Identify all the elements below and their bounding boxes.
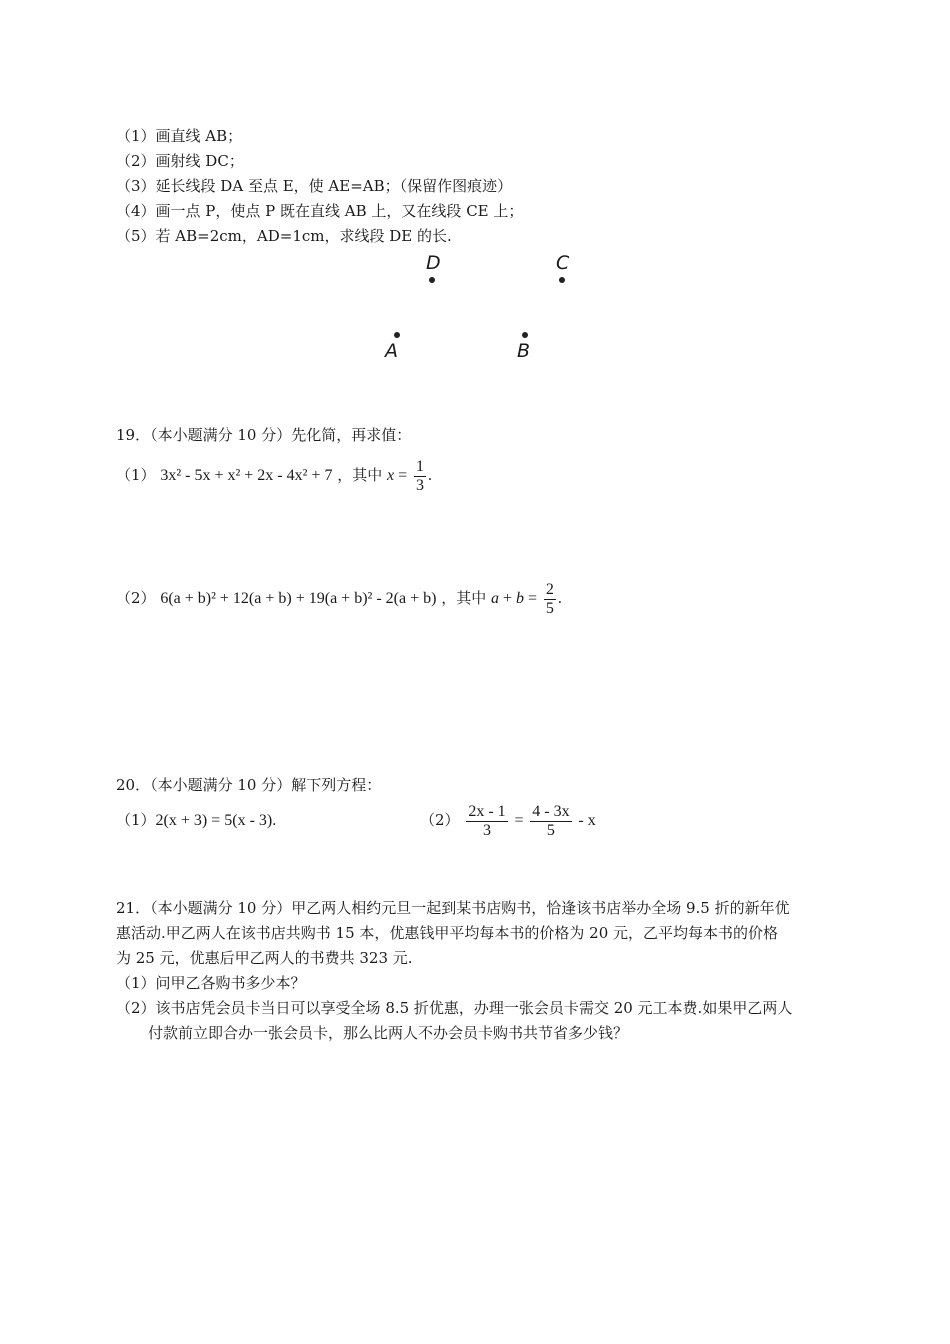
q20-part2: （2） $\frac{2x - 1}{3}$ = $\frac{4 - 3x}{5}$ - x bbox=[420, 802, 596, 839]
q21-sub-2a: （2）该书店凭会员卡当日可以享受全场 8.5 折优惠，办理一张会员卡需交 20 元工本费.如果甲乙两人 bbox=[116, 999, 793, 1017]
point-label-d: D bbox=[426, 252, 441, 274]
q19-p1-label: （1） bbox=[116, 466, 156, 484]
point-label-c: C bbox=[556, 252, 570, 274]
q19-p2-label: （2） bbox=[116, 589, 156, 607]
q19-p1-expression: 3x² - 5x + x² + 2x - 4x² + 7 bbox=[160, 467, 333, 484]
point-d-dot bbox=[429, 277, 435, 283]
point-label-a: A bbox=[385, 340, 398, 362]
q18-item-5: （5）若 AB=2cm，AD=1cm，求线段 DE 的长. bbox=[116, 227, 452, 245]
q20-title: 20．（本小题满分 10 分）解下列方程： bbox=[116, 776, 382, 794]
q20-p2-label: （2） bbox=[420, 811, 460, 829]
q19-part1: （1） 3x² - 5x + x² + 2x - 4x² + 7 ，其中 x = $\frac{1}{3}$ . bbox=[116, 457, 432, 494]
point-a-dot bbox=[394, 332, 400, 338]
q21-line-1: 21．（本小题满分 10 分）甲乙两人相约元旦一起到某书店购书，恰逢该书店举办全场 9.5 折的新年优 bbox=[116, 899, 790, 917]
q20-part1 bbox=[116, 810, 276, 831]
q20-p1-label: （1） bbox=[116, 811, 156, 829]
q19-part2: （2） 6(a + b)² + 12(a + b) + 19(a + b)² - 2(a + b) ，其中 a + b = $\frac{2}{5}$ . bbox=[116, 580, 562, 617]
q18-item-1: （1）画直线 AB； bbox=[116, 127, 243, 145]
q21-sub-1: （1）问甲乙各购书多少本？ bbox=[116, 974, 306, 992]
q20-p2-fraction-left: $\frac{2x - 1}{3}$ bbox=[468, 802, 506, 839]
q21-line-3: 为 25 元，优惠后甲乙两人的书费共 323 元. bbox=[116, 949, 413, 967]
q19-title: 19．（本小题满分 10 分）先化简，再求值： bbox=[116, 426, 412, 444]
q18-item-2: （2）画射线 DC； bbox=[116, 152, 244, 170]
point-label-b: B bbox=[517, 340, 531, 362]
q21-sub-2b: 付款前立即合办一张会员卡，那么比两人不办会员卡购书共节省多少钱？ bbox=[148, 1024, 629, 1042]
q19-p2-fraction: $\frac{2}{5}$ bbox=[545, 580, 554, 617]
point-c-dot bbox=[559, 277, 565, 283]
q18-item-4: （4）画一点 P，使点 P 既在直线 AB 上，又在线段 CE 上； bbox=[116, 202, 524, 220]
q20-p1-expression: 2(x + 3) = 5(x - 3). bbox=[155, 812, 277, 829]
point-b-dot bbox=[522, 332, 528, 338]
q21-line-2: 惠活动.甲乙两人在该书店共购书 15 本，优惠钱甲平均每本书的价格为 20 元，乙平均每本书的价格 bbox=[116, 924, 779, 942]
q18-item-3: （3）延长线段 DA 至点 E，使 AE=AB；（保留作图痕迹） bbox=[116, 177, 513, 195]
q20-p2-fraction-right: $\frac{4 - 3x}{5}$ bbox=[532, 802, 570, 839]
q19-p1-fraction: $\frac{1}{3}$ bbox=[415, 457, 424, 494]
q19-p2-expression: 6(a + b)² + 12(a + b) + 19(a + b)² - 2(a + b) bbox=[160, 590, 437, 607]
q19-p2-condition: ，其中 bbox=[441, 589, 487, 607]
q19-p1-condition: ，其中 bbox=[337, 466, 383, 484]
q20-p2-tail: - x bbox=[578, 812, 596, 829]
